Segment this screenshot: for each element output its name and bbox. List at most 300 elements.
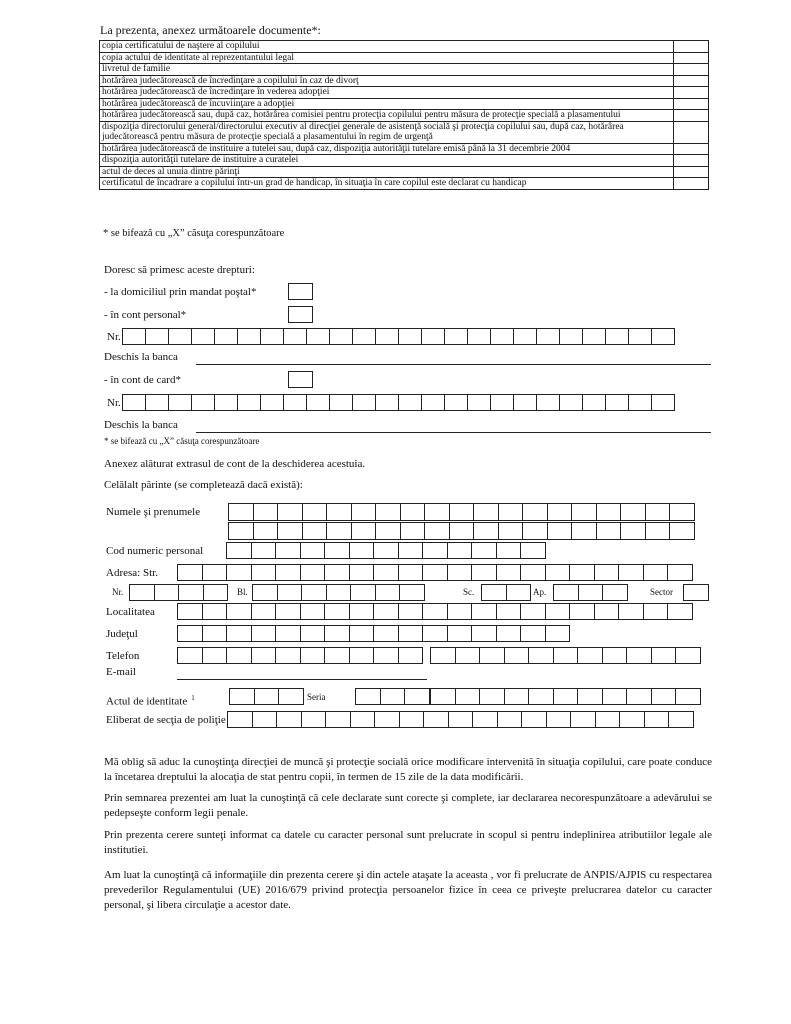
char-box[interactable] — [619, 711, 645, 728]
char-box[interactable] — [277, 503, 303, 521]
char-box[interactable] — [553, 647, 579, 664]
char-box[interactable] — [669, 522, 695, 540]
char-box[interactable] — [275, 647, 301, 664]
block-grid[interactable] — [252, 584, 424, 601]
char-box[interactable] — [545, 603, 571, 620]
char-box[interactable] — [373, 564, 399, 581]
char-box[interactable] — [520, 625, 546, 642]
char-box[interactable] — [605, 328, 629, 345]
char-box[interactable] — [668, 711, 694, 728]
char-box[interactable] — [421, 394, 445, 411]
char-box[interactable] — [520, 564, 546, 581]
bank-line[interactable] — [196, 364, 711, 365]
char-box[interactable] — [214, 394, 238, 411]
char-box[interactable] — [447, 564, 473, 581]
cnp-label: Cod numeric personal — [106, 545, 204, 557]
char-box[interactable] — [251, 564, 277, 581]
char-box[interactable] — [301, 584, 327, 601]
char-box[interactable] — [349, 603, 375, 620]
char-box[interactable] — [547, 503, 573, 521]
char-box[interactable] — [506, 584, 532, 601]
char-box[interactable] — [479, 647, 505, 664]
char-box[interactable] — [513, 328, 537, 345]
char-box[interactable] — [122, 394, 146, 411]
char-box[interactable] — [628, 328, 652, 345]
document-checkbox[interactable] — [674, 87, 709, 99]
char-box[interactable] — [546, 711, 572, 728]
char-box[interactable] — [498, 522, 524, 540]
char-box[interactable] — [145, 328, 169, 345]
char-box[interactable] — [375, 522, 401, 540]
char-box[interactable] — [628, 394, 652, 411]
document-label: certificatul de încadrare a copilului într-un grad de handicap, în situaţia în care copilul este declarat cu handicap — [100, 178, 674, 190]
char-box[interactable] — [398, 647, 424, 664]
ap-label: Ap. — [533, 587, 547, 597]
char-box[interactable] — [352, 394, 376, 411]
char-box[interactable] — [422, 542, 448, 559]
char-box[interactable] — [471, 603, 497, 620]
char-box[interactable] — [214, 328, 238, 345]
char-box[interactable] — [536, 328, 560, 345]
document-checkbox[interactable] — [674, 64, 709, 76]
char-box[interactable] — [324, 603, 350, 620]
char-box[interactable] — [145, 394, 169, 411]
attach-text: Anexez alăturat extrasul de cont de la deschiderea acestuia. — [104, 458, 366, 470]
char-box[interactable] — [226, 564, 252, 581]
char-box[interactable] — [455, 688, 481, 705]
char-box[interactable] — [651, 647, 677, 664]
char-box[interactable] — [349, 564, 375, 581]
char-box[interactable] — [398, 542, 424, 559]
char-box[interactable] — [602, 688, 628, 705]
char-box[interactable] — [473, 522, 499, 540]
char-box[interactable] — [404, 688, 430, 705]
char-box[interactable] — [168, 328, 192, 345]
char-box[interactable] — [571, 522, 597, 540]
char-box[interactable] — [644, 711, 670, 728]
char-box[interactable] — [504, 688, 530, 705]
char-box[interactable] — [237, 328, 261, 345]
char-box[interactable] — [422, 564, 448, 581]
char-box[interactable] — [251, 542, 277, 559]
document-checkbox[interactable] — [674, 143, 709, 155]
account-checkbox[interactable] — [288, 306, 313, 323]
char-box[interactable] — [276, 711, 302, 728]
char-box[interactable] — [497, 711, 523, 728]
char-box[interactable] — [374, 711, 400, 728]
char-box[interactable] — [202, 603, 228, 620]
char-box[interactable] — [398, 603, 424, 620]
char-box[interactable] — [300, 603, 326, 620]
char-box[interactable] — [306, 328, 330, 345]
char-box[interactable] — [283, 394, 307, 411]
char-box[interactable] — [444, 328, 468, 345]
char-box[interactable] — [202, 647, 228, 664]
char-box[interactable] — [559, 328, 583, 345]
char-box[interactable] — [226, 542, 252, 559]
char-box[interactable] — [620, 503, 646, 521]
document-checkbox[interactable] — [674, 98, 709, 110]
char-box[interactable] — [594, 564, 620, 581]
char-box[interactable] — [595, 711, 621, 728]
char-box[interactable] — [154, 584, 180, 601]
char-box[interactable] — [253, 522, 279, 540]
char-box[interactable] — [582, 394, 606, 411]
char-box[interactable] — [226, 603, 252, 620]
char-box[interactable] — [306, 394, 330, 411]
char-box[interactable] — [325, 711, 351, 728]
char-box[interactable] — [227, 711, 253, 728]
table-row — [100, 143, 709, 155]
char-box[interactable] — [444, 394, 468, 411]
obligation-paragraph: Mă oblig să aduc la cunoştinţa direcţiei de muncă şi protecţie socială orice modificare intervenită în situaţia copilului, care poate conduce la încetarea dreptului la alocaţia de stat pentru copii, în termen de 15 zile de la data modificării. — [104, 756, 712, 783]
char-box[interactable] — [651, 394, 675, 411]
char-box[interactable] — [520, 542, 546, 559]
char-box[interactable] — [324, 647, 350, 664]
phone-label: Telefon — [106, 650, 140, 662]
char-box[interactable] — [349, 625, 375, 642]
document-checkbox[interactable] — [674, 155, 709, 167]
issued-label: Eliberat de secţia de poliţie — [106, 714, 226, 726]
char-box[interactable] — [577, 688, 603, 705]
char-box[interactable] — [626, 688, 652, 705]
home-checkbox[interactable] — [288, 283, 313, 300]
char-box[interactable] — [398, 564, 424, 581]
police-section-grid[interactable] — [227, 711, 693, 728]
char-box[interactable] — [618, 564, 644, 581]
char-box[interactable] — [620, 522, 646, 540]
char-box[interactable] — [447, 625, 473, 642]
table-row — [100, 64, 709, 76]
char-box[interactable] — [202, 625, 228, 642]
cnp-grid[interactable] — [226, 542, 545, 559]
char-box[interactable] — [352, 328, 376, 345]
char-box[interactable] — [177, 564, 203, 581]
char-box[interactable] — [398, 394, 422, 411]
payment-heading: Doresc să primesc aceste drepturi: — [104, 264, 255, 276]
apartment-grid[interactable] — [553, 584, 627, 601]
check-note-2: * se bifează cu „X” căsuţa corespunzătoare — [104, 436, 260, 446]
char-box[interactable] — [191, 394, 215, 411]
locality-grid[interactable] — [177, 603, 692, 620]
char-box[interactable] — [471, 542, 497, 559]
char-box[interactable] — [373, 647, 399, 664]
char-box[interactable] — [521, 711, 547, 728]
char-box[interactable] — [520, 603, 546, 620]
table-row — [100, 178, 709, 190]
nr-label: Nr. — [112, 587, 124, 597]
char-box[interactable] — [449, 503, 475, 521]
char-box[interactable] — [373, 542, 399, 559]
char-box[interactable] — [578, 584, 604, 601]
county-label: Judeţul — [106, 628, 138, 640]
char-box[interactable] — [122, 328, 146, 345]
char-box[interactable] — [326, 584, 352, 601]
char-box[interactable] — [421, 328, 445, 345]
char-box[interactable] — [422, 625, 448, 642]
char-box[interactable] — [471, 625, 497, 642]
char-box[interactable] — [277, 584, 303, 601]
char-box[interactable] — [481, 584, 507, 601]
document-label: copia actului de identitate al reprezentantului legal — [100, 52, 674, 64]
char-box[interactable] — [177, 603, 203, 620]
locality-label: Localitatea — [106, 606, 155, 618]
id-number-grid[interactable] — [430, 688, 700, 705]
char-box[interactable] — [302, 522, 328, 540]
char-box[interactable] — [683, 584, 709, 601]
char-box[interactable] — [252, 584, 278, 601]
char-box[interactable] — [178, 584, 204, 601]
char-box[interactable] — [528, 647, 554, 664]
char-box[interactable] — [496, 542, 522, 559]
table-row — [100, 155, 709, 167]
char-box[interactable] — [430, 688, 456, 705]
char-box[interactable] — [191, 328, 215, 345]
document-checkbox[interactable] — [674, 52, 709, 64]
char-box[interactable] — [226, 625, 252, 642]
char-box[interactable] — [490, 328, 514, 345]
char-box[interactable] — [251, 603, 277, 620]
option-home-label: - la domiciliul prin mandat poştal* — [104, 286, 257, 298]
char-box[interactable] — [449, 522, 475, 540]
char-box[interactable] — [300, 647, 326, 664]
char-box[interactable] — [667, 564, 693, 581]
char-box[interactable] — [496, 625, 522, 642]
bank-line-2[interactable] — [196, 432, 711, 433]
char-box[interactable] — [375, 328, 399, 345]
char-box[interactable] — [423, 711, 449, 728]
char-box[interactable] — [252, 711, 278, 728]
char-box[interactable] — [448, 711, 474, 728]
char-box[interactable] — [326, 503, 352, 521]
email-label: E-mail — [106, 666, 136, 678]
char-box[interactable] — [275, 564, 301, 581]
char-box[interactable] — [605, 394, 629, 411]
id-doc-text: Actul de identitate — [106, 695, 188, 708]
char-box[interactable] — [177, 625, 203, 642]
id-type-grid[interactable] — [229, 688, 303, 705]
char-box[interactable] — [669, 503, 695, 521]
name-grid-2[interactable] — [228, 522, 694, 540]
char-box[interactable] — [545, 625, 571, 642]
phone-grid[interactable] — [177, 647, 422, 664]
char-box[interactable] — [349, 542, 375, 559]
char-box[interactable] — [355, 688, 381, 705]
char-box[interactable] — [375, 503, 401, 521]
char-box[interactable] — [651, 328, 675, 345]
char-box[interactable] — [324, 542, 350, 559]
bl-label: Bl. — [237, 587, 248, 597]
char-box[interactable] — [496, 564, 522, 581]
char-box[interactable] — [400, 522, 426, 540]
char-box[interactable] — [326, 522, 352, 540]
char-box[interactable] — [324, 625, 350, 642]
char-box[interactable] — [226, 647, 252, 664]
char-box[interactable] — [375, 394, 399, 411]
char-box[interactable] — [559, 394, 583, 411]
char-box[interactable] — [278, 688, 304, 705]
char-box[interactable] — [471, 564, 497, 581]
char-box[interactable] — [675, 647, 701, 664]
char-box[interactable] — [490, 394, 514, 411]
char-box[interactable] — [528, 688, 554, 705]
char-box[interactable] — [422, 603, 448, 620]
name-grid[interactable] — [228, 503, 694, 521]
char-box[interactable] — [424, 503, 450, 521]
char-box[interactable] — [254, 688, 280, 705]
card-checkbox[interactable] — [288, 371, 313, 388]
document-checkbox[interactable] — [674, 41, 709, 53]
char-box[interactable] — [596, 503, 622, 521]
char-box[interactable] — [513, 394, 537, 411]
char-box[interactable] — [571, 503, 597, 521]
char-box[interactable] — [302, 503, 328, 521]
char-box[interactable] — [237, 394, 261, 411]
document-label: copia certificatului de naştere al copilului — [100, 41, 674, 53]
char-box[interactable] — [251, 647, 277, 664]
char-box[interactable] — [430, 647, 456, 664]
char-box[interactable] — [398, 625, 424, 642]
char-box[interactable] — [351, 503, 377, 521]
document-checkbox[interactable] — [674, 178, 709, 190]
char-box[interactable] — [300, 564, 326, 581]
char-box[interactable] — [447, 542, 473, 559]
documents-intro: La prezenta, anexez următoarele documente*: — [100, 23, 321, 37]
char-box[interactable] — [547, 522, 573, 540]
char-box[interactable] — [260, 328, 284, 345]
char-box[interactable] — [467, 394, 491, 411]
gdpr-paragraph: Am luat la cunoştinţă că informaţiile din prezenta cerere şi din actele ataşate la aceasta , vor fi prelucrate de ANPIS/AJPIS cu respectarea prevederilor Regulamentului (UE) 2016/679 privind protecţia persoanelor fizice în ceea ce priveşte prelucrarea datelor cu caracter personal, şi libera circulaţie a acestor date. — [104, 869, 712, 911]
char-box[interactable] — [626, 647, 652, 664]
char-box[interactable] — [447, 603, 473, 620]
street-number-grid[interactable] — [129, 584, 227, 601]
series-grid[interactable] — [355, 688, 429, 705]
char-box[interactable] — [651, 688, 677, 705]
document-checkbox[interactable] — [674, 121, 709, 143]
char-box[interactable] — [569, 603, 595, 620]
char-box[interactable] — [283, 328, 307, 345]
char-box[interactable] — [618, 603, 644, 620]
street-grid[interactable] — [177, 564, 692, 581]
char-box[interactable] — [277, 522, 303, 540]
char-box[interactable] — [351, 522, 377, 540]
char-box[interactable] — [349, 647, 375, 664]
char-box[interactable] — [675, 688, 701, 705]
char-box[interactable] — [251, 625, 277, 642]
fax-grid[interactable] — [430, 647, 700, 664]
char-box[interactable] — [467, 328, 491, 345]
document-checkbox[interactable] — [674, 75, 709, 87]
bank-label-2: Deschis la banca — [104, 419, 178, 431]
check-note: * se bifează cu „X” căsuţa corespunzătoare — [103, 228, 285, 239]
char-box[interactable] — [300, 542, 326, 559]
char-box[interactable] — [643, 603, 669, 620]
char-box[interactable] — [380, 688, 406, 705]
email-line[interactable] — [177, 679, 427, 680]
char-box[interactable] — [373, 603, 399, 620]
document-label: hotărârea judecătorească de încredinţare a copilului în caz de divorţ — [100, 75, 674, 87]
char-box[interactable] — [496, 603, 522, 620]
char-box[interactable] — [229, 688, 255, 705]
privacy-paragraph: Prin prezenta cerere sunteţi informat ca datele cu caracter personal sunt prelucrate in scopul si pentru indeplinirea atributiilor legale ale institutiei. — [104, 829, 712, 856]
char-box[interactable] — [350, 584, 376, 601]
char-box[interactable] — [553, 688, 579, 705]
char-box[interactable] — [202, 564, 228, 581]
char-box[interactable] — [645, 503, 671, 521]
char-box[interactable] — [545, 564, 571, 581]
char-box[interactable] — [203, 584, 229, 601]
char-box[interactable] — [399, 584, 425, 601]
document-checkbox[interactable] — [674, 166, 709, 178]
county-grid[interactable] — [177, 625, 569, 642]
char-box[interactable] — [522, 503, 548, 521]
char-box[interactable] — [375, 584, 401, 601]
account-number-grid[interactable] — [122, 328, 674, 345]
table-row — [100, 121, 709, 143]
char-box[interactable] — [582, 328, 606, 345]
char-box[interactable] — [536, 394, 560, 411]
char-box[interactable] — [324, 564, 350, 581]
char-box[interactable] — [667, 603, 693, 620]
table-row — [100, 166, 709, 178]
char-box[interactable] — [300, 625, 326, 642]
char-box[interactable] — [373, 625, 399, 642]
char-box[interactable] — [275, 542, 301, 559]
char-box[interactable] — [399, 711, 425, 728]
char-box[interactable] — [301, 711, 327, 728]
staircase-grid[interactable] — [481, 584, 530, 601]
char-box[interactable] — [424, 522, 450, 540]
char-box[interactable] — [472, 711, 498, 728]
char-box[interactable] — [253, 503, 279, 521]
char-box[interactable] — [645, 522, 671, 540]
char-box[interactable] — [522, 522, 548, 540]
char-box[interactable] — [168, 394, 192, 411]
char-box[interactable] — [228, 503, 254, 521]
char-box[interactable] — [479, 688, 505, 705]
char-box[interactable] — [329, 328, 353, 345]
char-box[interactable] — [350, 711, 376, 728]
char-box[interactable] — [400, 503, 426, 521]
char-box[interactable] — [228, 522, 254, 540]
document-checkbox[interactable] — [674, 110, 709, 122]
char-box[interactable] — [504, 647, 530, 664]
char-box[interactable] — [577, 647, 603, 664]
char-box[interactable] — [329, 394, 353, 411]
char-box[interactable] — [398, 328, 422, 345]
char-box[interactable] — [594, 603, 620, 620]
char-box[interactable] — [602, 584, 628, 601]
card-number-grid[interactable] — [122, 394, 674, 411]
char-box[interactable] — [260, 394, 284, 411]
char-box[interactable] — [498, 503, 524, 521]
char-box[interactable] — [602, 647, 628, 664]
char-box[interactable] — [275, 603, 301, 620]
char-box[interactable] — [569, 564, 595, 581]
char-box[interactable] — [643, 564, 669, 581]
table-row — [100, 75, 709, 87]
char-box[interactable] — [473, 503, 499, 521]
sector-grid[interactable] — [683, 584, 708, 601]
char-box[interactable] — [129, 584, 155, 601]
char-box[interactable] — [570, 711, 596, 728]
char-box[interactable] — [455, 647, 481, 664]
char-box[interactable] — [596, 522, 622, 540]
char-box[interactable] — [177, 647, 203, 664]
char-box[interactable] — [553, 584, 579, 601]
char-box[interactable] — [275, 625, 301, 642]
table-row — [100, 41, 709, 53]
